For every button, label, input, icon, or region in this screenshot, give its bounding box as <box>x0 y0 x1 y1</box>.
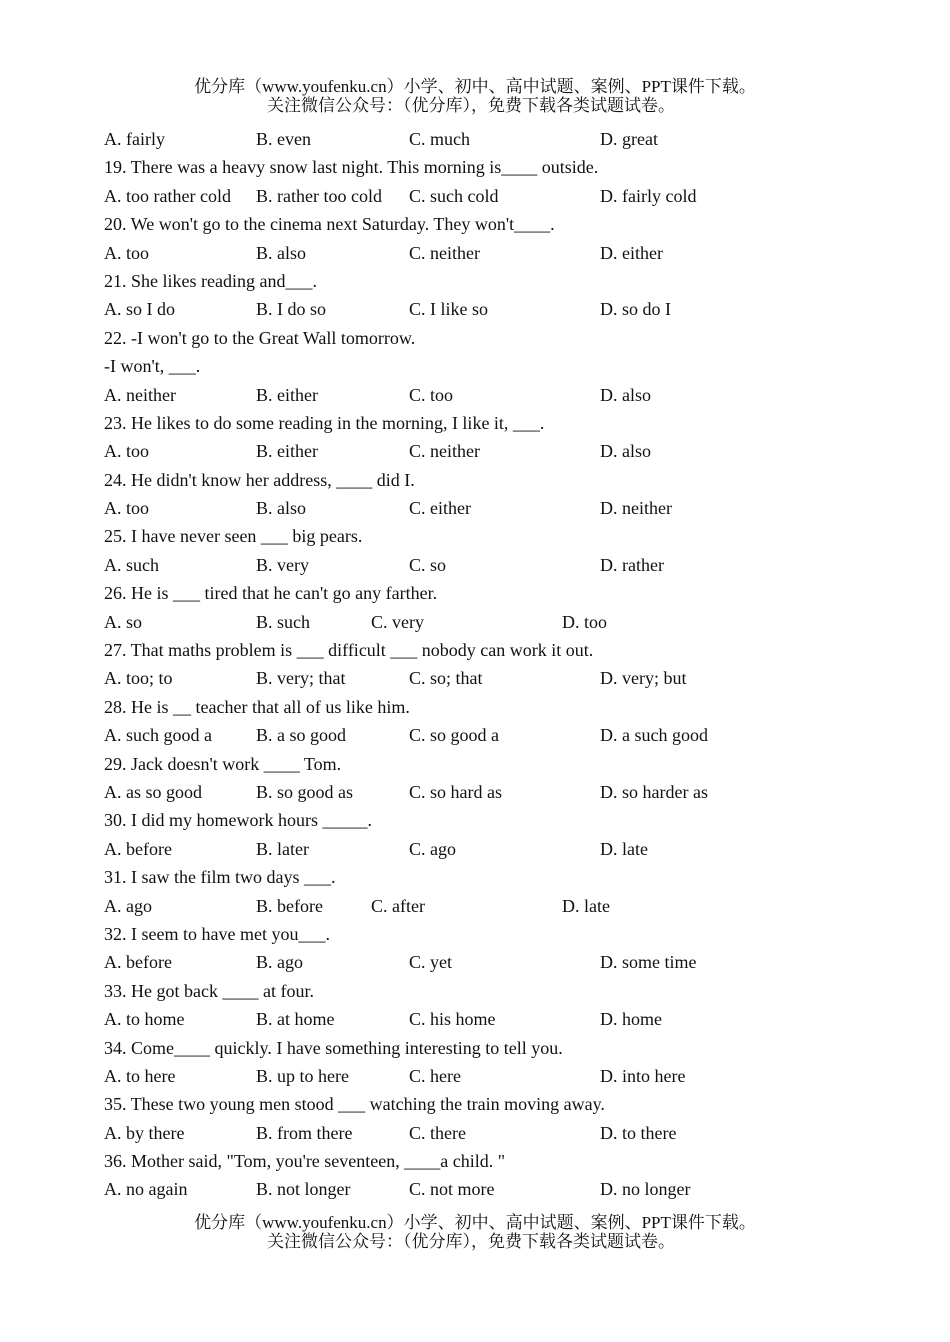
option-c: C. much <box>409 129 470 149</box>
option-b: B. at home <box>256 1009 335 1030</box>
option-d: D. great <box>600 129 658 149</box>
answer-options <box>104 1005 884 1033</box>
option-a: A. too; to <box>104 668 173 689</box>
question-text: 35. These two young men stood ___ watching the train moving away. <box>104 1094 605 1115</box>
answer-options <box>104 551 884 579</box>
footer-line-1: 优分库（www.youfenku.cn）小学、初中、高中试题、案例、PPT课件下载。 <box>194 1213 756 1232</box>
option-a: A. such good a <box>104 725 212 746</box>
answer-options <box>104 437 884 465</box>
header-line-2: 关注微信公众号：（优分库），免费下载各类试题试卷。 <box>267 96 675 115</box>
option-a: A. no again <box>104 1179 188 1200</box>
option-d: D. rather <box>600 554 664 575</box>
option-a: A. so I do <box>104 299 175 320</box>
question-text: 23. He likes to do some reading in the morning, I like it, ___. <box>104 412 545 433</box>
option-b: B. even <box>256 129 311 149</box>
option-a: A. before <box>104 838 172 859</box>
question-text: 24. He didn't know her address, ____ did I. <box>104 469 415 490</box>
option-c: C. so <box>409 554 447 575</box>
option-a: A. neither <box>104 384 176 405</box>
option-d: D. either <box>600 242 663 263</box>
option-a: A. fairly <box>104 129 165 149</box>
option-b: B. from there <box>256 1122 353 1143</box>
option-a: A. too <box>104 441 149 462</box>
option-c: C. here <box>409 1065 461 1086</box>
question-text: 22. -I won't go to the Great Wall tomorrow. <box>104 327 416 348</box>
question-text: 32. I seem to have met you___. <box>104 923 330 944</box>
answer-options <box>104 892 884 920</box>
option-a: A. before <box>104 952 172 973</box>
option-b: B. up to here <box>256 1065 349 1086</box>
option-c: C. neither <box>409 242 480 263</box>
option-b: B. so good as <box>256 781 354 802</box>
question-text: 36. Mother said, "Tom, you're seventeen, ____a child. " <box>104 1151 506 1172</box>
option-d: D. also <box>600 384 651 405</box>
option-b: B. not longer <box>256 1179 351 1200</box>
question-text: 20. We won't go to the cinema next Saturday. They won't____. <box>104 214 555 235</box>
option-b: B. ago <box>256 952 303 973</box>
option-c: C. there <box>409 1122 466 1143</box>
option-d: D. home <box>600 1009 662 1030</box>
option-c: C. after <box>371 895 425 916</box>
answer-options <box>104 494 884 522</box>
option-a: A. too <box>104 242 149 263</box>
option-d: D. some time <box>600 952 697 973</box>
option-b: B. before <box>256 895 323 916</box>
answer-options <box>104 721 884 749</box>
option-b: B. later <box>256 838 309 859</box>
answer-options <box>104 239 884 267</box>
answer-options <box>104 1119 884 1147</box>
question-text: 34. Come____ quickly. I have something interesting to tell you. <box>104 1037 563 1058</box>
option-d: D. also <box>600 441 651 462</box>
answer-options <box>104 1062 884 1090</box>
option-a: A. such <box>104 554 159 575</box>
option-c: C. neither <box>409 441 480 462</box>
question-text: 31. I saw the film two days ___. <box>104 867 336 888</box>
answer-options <box>104 835 884 863</box>
answer-options <box>104 948 884 976</box>
answer-options <box>104 608 884 636</box>
option-c: C. not more <box>409 1179 495 1200</box>
option-d: D. so harder as <box>600 781 708 802</box>
option-c: C. so good a <box>409 725 499 746</box>
option-c: C. very <box>371 611 424 632</box>
answer-options <box>104 295 884 323</box>
answer-options <box>104 125 884 153</box>
option-c: C. such cold <box>409 185 499 206</box>
answer-options <box>104 778 884 806</box>
option-b: B. very; that <box>256 668 346 689</box>
question-text: 21. She likes reading and___. <box>104 270 317 291</box>
option-a: A. too rather cold <box>104 185 231 206</box>
option-b: B. very <box>256 554 309 575</box>
option-b: B. a so good <box>256 725 346 746</box>
option-b: B. rather too cold <box>256 185 382 206</box>
option-c: C. yet <box>409 952 452 973</box>
option-c: C. so; that <box>409 668 483 689</box>
question-text: 27. That maths problem is ___ difficult ___ nobody can work it out. <box>104 640 594 661</box>
option-d: D. a such good <box>600 725 708 746</box>
option-d: D. so do I <box>600 299 671 320</box>
option-d: D. too <box>562 611 607 632</box>
option-d: D. to there <box>600 1122 677 1143</box>
option-d: D. late <box>600 838 648 859</box>
option-b: B. also <box>256 242 307 263</box>
option-c: C. his home <box>409 1009 496 1030</box>
option-c: C. ago <box>409 838 456 859</box>
question-text: 25. I have never seen ___ big pears. <box>104 526 363 547</box>
question-list <box>104 125 884 1204</box>
footer-line-2: 关注微信公众号：（优分库），免费下载各类试题试卷。 <box>267 1232 675 1251</box>
answer-options <box>104 381 884 409</box>
header-line-1: 优分库（www.youfenku.cn）小学、初中、高中试题、案例、PPT课件下载。 <box>194 77 756 96</box>
question-text: 30. I did my homework hours _____. <box>104 810 372 831</box>
option-d: D. into here <box>600 1065 686 1086</box>
option-b: B. either <box>256 441 318 462</box>
question-text: 33. He got back ____ at four. <box>104 980 314 1001</box>
option-d: D. neither <box>600 498 672 519</box>
question-text: 29. Jack doesn't work ____ Tom. <box>104 753 342 774</box>
option-b: B. either <box>256 384 318 405</box>
option-a: A. too <box>104 498 149 519</box>
question-text: -I won't, ___. <box>104 356 201 377</box>
option-a: A. to here <box>104 1065 176 1086</box>
option-d: D. very; but <box>600 668 687 689</box>
option-d: D. late <box>562 895 610 916</box>
option-a: A. by there <box>104 1122 185 1143</box>
option-b: B. I do so <box>256 299 327 320</box>
answer-options <box>104 182 884 210</box>
question-text: 19. There was a heavy snow last night. This morning is____ outside. <box>104 157 599 178</box>
answer-options <box>104 1175 884 1203</box>
question-text: 26. He is ___ tired that he can't go any farther. <box>104 583 438 604</box>
answer-options <box>104 664 884 692</box>
page-footer <box>0 1213 950 1251</box>
option-b: B. also <box>256 498 307 519</box>
option-c: C. I like so <box>409 299 488 320</box>
option-a: A. to home <box>104 1009 185 1030</box>
option-a: A. so <box>104 611 143 632</box>
option-c: C. too <box>409 384 454 405</box>
option-c: C. either <box>409 498 471 519</box>
option-a: A. as so good <box>104 781 202 802</box>
page-header <box>0 77 950 115</box>
option-b: B. such <box>256 611 310 632</box>
option-d: D. no longer <box>600 1179 691 1200</box>
option-d: D. fairly cold <box>600 185 697 206</box>
option-a: A. ago <box>104 895 152 916</box>
question-text: 28. He is __ teacher that all of us like him. <box>104 696 410 717</box>
option-c: C. so hard as <box>409 781 502 802</box>
